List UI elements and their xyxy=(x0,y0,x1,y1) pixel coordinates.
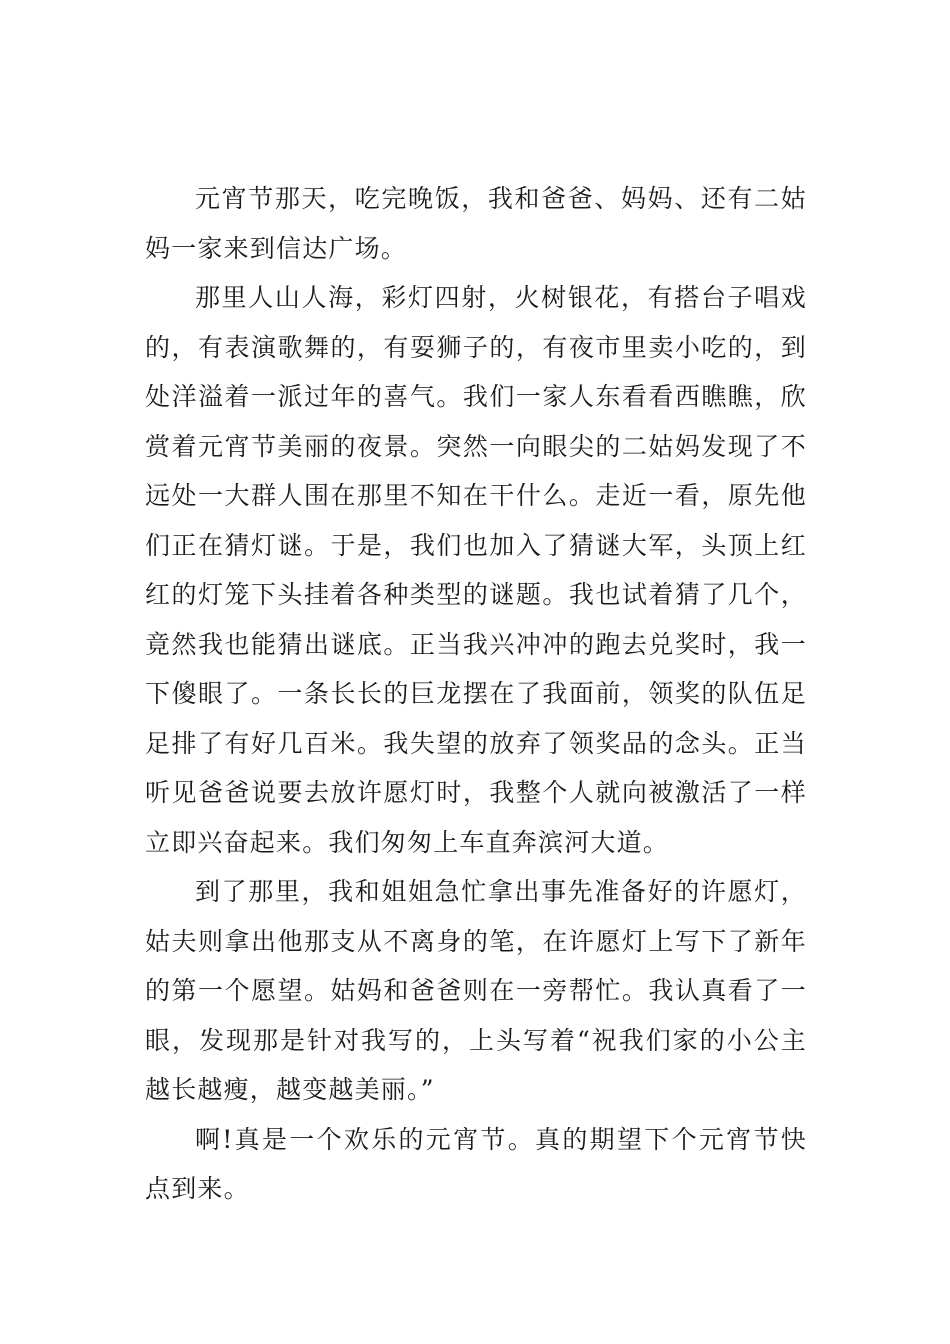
paragraph-2: 那里人山人海，彩灯四射，火树银花，有搭台子唱戏的，有表演歌舞的，有耍狮子的，有夜市里卖小吃的，到处洋溢着一派过年的喜气。我们一家人东看看西瞧瞧，欣赏着元宵节美丽的夜景。突然一向眼尖的二姑妈发现了不远处一大群人围在那里不知在干什么。走近一看，原先他们正在猜灯谜。于是，我们也加入了猜谜大军，头顶上红红的灯笼下头挂着各种类型的谜题。我也试着猜了几个，竟然我也能猜出谜底。正当我兴冲冲的跑去兑奖时，我一下傻眼了。一条长长的巨龙摆在了我面前，领奖的队伍足足排了有好几百米。我失望的放弃了领奖品的念头。正当听见爸爸说要去放许愿灯时，我整个人就向被激活了一样立即兴奋起来。我们匆匆上车直奔滨河大道。 xyxy=(145,283,807,857)
document-page xyxy=(145,174,807,1214)
paragraph-3: 到了那里，我和姐姐急忙拿出事先准备好的许愿灯，姑夫则拿出他那支从不离身的笔，在许愿灯上写下了新年的第一个愿望。姑妈和爸爸则在一旁帮忙。我认真看了一眼，发现那是针对我写的，上头写着“祝我们家的小公主越长越瘦，越变越美丽。” xyxy=(145,877,807,1104)
paragraph-4: 啊!真是一个欢乐的元宵节。真的期望下个元宵节快点到来。 xyxy=(145,1124,807,1203)
paragraph-1: 元宵节那天，吃完晚饭，我和爸爸、妈妈、还有二姑妈一家来到信达广场。 xyxy=(145,184,807,263)
